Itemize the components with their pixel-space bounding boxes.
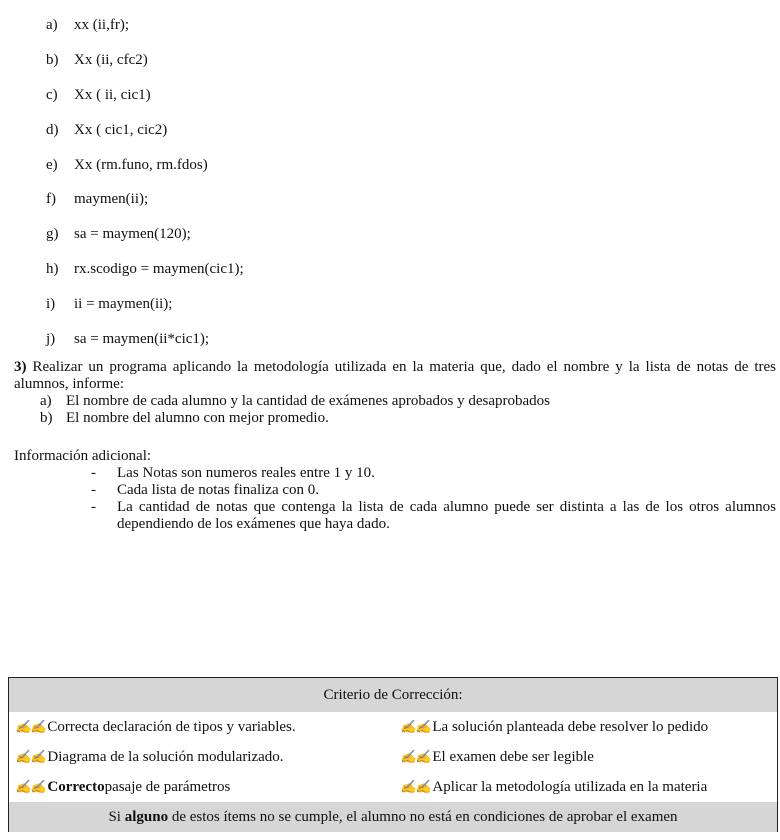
criteria-text: El examen debe ser legible	[432, 748, 594, 765]
item-letter: f)	[46, 191, 56, 208]
list-item	[46, 8, 244, 43]
item-text: Xx ( ii, cic1)	[74, 86, 151, 103]
list-item	[46, 287, 244, 322]
item-text: ii = maymen(ii);	[74, 296, 173, 313]
item-text: sa = maymen(ii*cic1);	[74, 330, 210, 347]
writing-hand-icon: ✍✍	[400, 749, 431, 764]
dash-marker: -	[91, 499, 96, 515]
list-item	[46, 252, 244, 287]
criteria-cell	[400, 749, 777, 766]
list-item	[46, 322, 244, 357]
footer-text-pre: Si	[108, 808, 125, 825]
criteria-bold: Correcto	[47, 778, 105, 795]
item-text: rx.scodigo = maymen(cic1);	[74, 261, 244, 278]
item-text: xx (ii,fr);	[74, 16, 129, 33]
criteria-cell	[9, 719, 400, 736]
criteria-row	[9, 742, 777, 772]
list-item	[46, 182, 244, 217]
info-bullets	[91, 465, 776, 533]
footer-text-post: de estos ítems no se cumple, el alumno no está en condiciones de aprobar el examen	[168, 808, 678, 825]
writing-hand-icon: ✍✍	[400, 719, 431, 734]
criteria-row	[9, 772, 777, 802]
bullet-text: La cantidad de notas que contenga la lista de cada alumno puede ser distinta a las de los otros alumnos dependiendo de los exámenes que haya dado.	[117, 499, 776, 532]
subitem-letter: a)	[40, 393, 52, 409]
item-letter: d)	[46, 121, 59, 138]
problem-subitem	[14, 410, 776, 427]
criteria-title: Criterio de Corrección:	[9, 678, 777, 712]
item-text: Xx (rm.funo, rm.fdos)	[74, 156, 208, 173]
subitem-text: El nombre de cada alumno y la cantidad de exámenes aprobados y desaprobados	[66, 393, 550, 409]
problem-text: Realizar un programa aplicando la metodología utilizada en la materia que, dado el nombre y la lista de notas de tres alumnos, informe:	[14, 359, 777, 392]
list-item	[46, 78, 244, 113]
list-item	[46, 148, 244, 183]
list-item	[46, 43, 244, 78]
criteria-text: Correcta declaración de tipos y variables.	[47, 718, 296, 735]
item-letter: j)	[46, 330, 56, 347]
criteria-text: pasaje de parámetros	[104, 778, 231, 795]
additional-info	[14, 448, 776, 533]
subitem-letter: b)	[40, 410, 53, 426]
item-text: Xx ( cic1, cic2)	[74, 121, 168, 138]
writing-hand-icon: ✍✍	[15, 749, 46, 764]
bullet-text: Las Notas son numeros reales entre 1 y 10.	[117, 465, 375, 481]
footer-bold: alguno	[124, 808, 169, 825]
criteria-text: Aplicar la metodología utilizada en la materia	[432, 778, 708, 795]
item-letter: g)	[46, 226, 59, 243]
item-letter: a)	[46, 16, 58, 33]
bullet-item	[91, 499, 776, 533]
criteria-cell	[9, 779, 400, 796]
question-list	[46, 8, 244, 357]
writing-hand-icon: ✍✍	[400, 779, 431, 794]
correction-criteria-box	[8, 677, 778, 832]
item-letter: e)	[46, 156, 58, 173]
item-text: Xx (ii, cfc2)	[74, 51, 148, 68]
item-letter: b)	[46, 51, 59, 68]
item-text: maymen(ii);	[74, 191, 149, 208]
bullet-item	[91, 465, 776, 482]
item-letter: i)	[46, 296, 56, 313]
criteria-cell	[400, 779, 777, 796]
dash-marker: -	[91, 465, 96, 481]
writing-hand-icon: ✍✍	[15, 719, 46, 734]
criteria-cell	[400, 719, 777, 736]
writing-hand-icon: ✍✍	[15, 779, 46, 794]
item-letter: h)	[46, 261, 59, 278]
bullet-item	[91, 482, 776, 499]
list-item	[46, 113, 244, 148]
item-letter: c)	[46, 86, 58, 103]
problem-subitem	[14, 393, 776, 410]
criteria-text: Diagrama de la solución modularizado.	[47, 748, 284, 765]
subitem-text: El nombre del alumno con mejor promedio.	[66, 410, 329, 426]
bullet-text: Cada lista de notas finaliza con 0.	[117, 482, 320, 498]
info-title: Información adicional:	[14, 448, 152, 464]
problem-text-block	[14, 359, 776, 393]
criteria-cell	[9, 749, 400, 766]
criteria-row	[9, 712, 777, 742]
problem-number: 3)	[14, 359, 27, 375]
item-text: sa = maymen(120);	[74, 226, 191, 243]
dash-marker: -	[91, 482, 96, 498]
criteria-text: La solución planteada debe resolver lo pedido	[432, 718, 709, 735]
problem-statement	[14, 359, 776, 427]
criteria-footer	[9, 802, 777, 832]
list-item	[46, 217, 244, 252]
